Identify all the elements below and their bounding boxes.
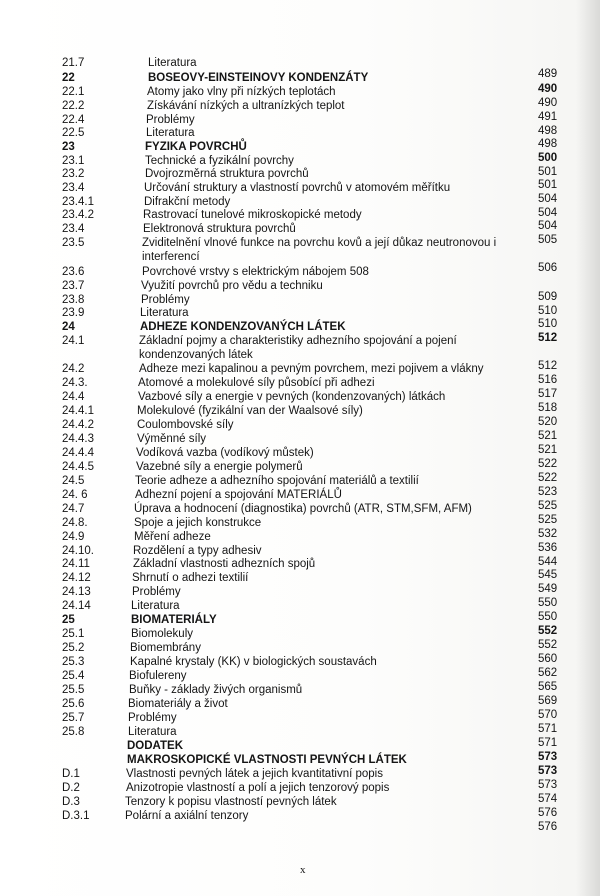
toc-entry-title: Zviditelnění vlnové funkce na povrchu kovů a její důkaz neutronovou i (142, 237, 497, 249)
toc-entry-title: Získávání nízkých a ultranízkých teplot (147, 100, 345, 112)
toc-entry-number: 23.1 (62, 155, 85, 167)
toc-entry-title: Biomembrány (130, 642, 201, 654)
toc-entry (0, 265, 600, 279)
toc-entry-title: Využití povrchů pro vědu a techniku (141, 280, 323, 292)
toc-entry-page: 509 (538, 291, 558, 303)
toc-entry-number: 21.7 (62, 57, 85, 69)
toc-entry-number: 25.1 (62, 628, 85, 640)
toc-entry-page: 521 (538, 430, 558, 442)
toc-section-title: FYZIKA POVRCHŮ (145, 141, 247, 153)
toc-entry-page: 504 (538, 220, 558, 232)
toc-entry-title: Adhezní pojení a spojování MATERIÁLŮ (135, 489, 342, 501)
toc-entry-title: Úprava a hodnocení (diagnostika) povrchů (ATR, STM,SFM, AFM) (134, 503, 472, 515)
toc-entry-number: 24.4.4 (62, 447, 94, 459)
toc-entry-number: 25.8 (62, 726, 85, 738)
toc-entry-number: 22.5 (62, 127, 85, 139)
toc-entry-title: Vodíková vazba (vodíkový můstek) (136, 447, 314, 459)
toc-entry-number: 23.7 (62, 280, 85, 292)
toc-entry-number: 24.3. (62, 377, 88, 389)
toc-entry-page: 532 (538, 528, 558, 540)
toc-entry-number: 24.1 (62, 335, 85, 347)
toc-entry-number: 23.8 (62, 294, 85, 306)
toc-entry-page: 498 (538, 138, 558, 150)
toc-entry-number: 23.4.1 (62, 196, 94, 208)
toc-entry-number: 23 (62, 141, 75, 153)
toc-entry-number: 22.2 (62, 100, 85, 112)
toc-entry-title: Základní vlastnosti adhezních spojů (133, 558, 316, 570)
toc-entry-title: Tenzory k popisu vlastností pevných látek (125, 796, 337, 808)
toc-entry-number: 24.5 (62, 475, 85, 487)
toc-entry-page: 544 (538, 556, 558, 568)
toc-entry-page: 521 (538, 444, 558, 456)
toc-entry-title: Problémy (128, 712, 177, 724)
toc-entry-number: 24.2 (62, 363, 85, 375)
toc-entry-page: 549 (538, 583, 558, 595)
toc-entry-number: 23.5 (62, 237, 85, 249)
toc-entry-title: Elektronová struktura povrchů (143, 223, 296, 235)
toc-entry-page: 512 (538, 360, 558, 372)
toc-entry-number: D.3.1 (62, 810, 90, 822)
toc-entry-title: Problémy (146, 114, 195, 126)
toc-entry-title: Literatura (131, 600, 180, 612)
toc-entry-title: Rastrovací tunelové mikroskopické metody (143, 209, 362, 221)
toc-entry-title: Technické a fyzikální povrchy (145, 155, 294, 167)
toc-entry-page: 501 (538, 166, 558, 178)
toc-entry-page: 518 (538, 402, 558, 414)
toc-entry-page: 571 (538, 723, 558, 735)
toc-entry-number: 25.2 (62, 642, 85, 654)
toc-entry-number: D.1 (62, 768, 80, 780)
toc-entry-page: 510 (538, 305, 558, 317)
toc-entry-page: 565 (538, 681, 558, 693)
toc-entry-page: 525 (538, 500, 558, 512)
toc-entry-page: 517 (538, 388, 558, 400)
toc-entry-number: 24.10. (62, 545, 94, 557)
toc-entry-title: Rozdělení a typy adhesiv (133, 545, 262, 557)
toc-entry-page: 491 (538, 111, 558, 123)
toc-entry-title: Literatura (146, 127, 195, 139)
toc-entry-number: 24.14 (62, 600, 91, 612)
toc-entry (0, 236, 600, 250)
toc-entry-number: 24.13 (62, 586, 91, 598)
toc-entry-page: 504 (538, 207, 558, 219)
toc-entry-page: 569 (538, 695, 558, 707)
toc-entry-page: 573 (538, 765, 558, 777)
toc-section-title: BIOMATERIÁLY (131, 614, 217, 626)
toc-entry-number: 24.8. (62, 517, 88, 529)
toc-entry-number: 24 (62, 321, 75, 333)
toc-entry (0, 809, 600, 833)
toc-entry-title: Anizotropie vlastností a polí a jejich tenzorový popis (126, 782, 390, 794)
toc-entry-number: 23.4 (62, 223, 85, 235)
toc-entry-number: 23.4 (62, 182, 85, 194)
toc-entry-title: Atomové a molekulové síly působící při adhezi (138, 377, 375, 389)
toc-entry-page: 562 (538, 667, 558, 679)
toc-entry-number: 24.4.5 (62, 461, 94, 473)
toc-entry-title: Problémy (141, 294, 190, 306)
toc-section-title: MAKROSKOPICKÉ VLASTNOSTI PEVNÝCH LÁTEK (127, 754, 407, 766)
toc-entry-page: 560 (538, 653, 558, 665)
toc-entry-page: 550 (538, 611, 558, 623)
toc-entry-number: 23.4.2 (62, 209, 94, 221)
toc-entry-title: Biomateriály a život (128, 698, 228, 710)
toc-entry-title: kondenzovaných látek (139, 349, 253, 361)
toc-section-title: DODATEK (127, 740, 184, 752)
toc-entry-number: 25.6 (62, 698, 85, 710)
toc-entry-title: Atomy jako vlny při nízkých teplotách (147, 86, 336, 98)
toc-entry-title: Kapalné krystaly (KK) v biologických soustavách (130, 656, 377, 668)
toc-entry-number: 24. 6 (62, 489, 88, 501)
toc-entry-page: 536 (538, 542, 558, 554)
toc-entry-title: Shrnutí o adhezi textilií (132, 572, 249, 584)
toc-entry-title: Buňky - základy živých organismů (129, 684, 303, 696)
toc-entry-number: 25.5 (62, 684, 85, 696)
toc-entry-page: 512 (538, 332, 558, 344)
toc-entry-title: Problémy (132, 586, 181, 598)
toc-entry-page: 552 (538, 625, 558, 637)
toc-entry-number: 24.9 (62, 531, 85, 543)
toc-entry-page: 522 (538, 458, 558, 470)
toc-entry-title: Určování struktury a vlastností povrchů v atomovém měřítku (144, 182, 451, 194)
toc-entry-title: Vazbové síly a energie v pevných (kondenzovaných) látkách (138, 391, 446, 403)
toc-entry-page: 525 (538, 514, 558, 526)
toc-entry-page: 570 (538, 709, 558, 721)
toc-entry-page: 505 (538, 234, 558, 246)
toc-entry-number: 22.4 (62, 114, 85, 126)
toc-entry (0, 334, 600, 348)
toc-entry-number: 23.6 (62, 266, 85, 278)
toc-entry-title: Difrakční metody (144, 196, 231, 208)
toc-entry-number: 24.4.3 (62, 433, 94, 445)
toc-entry-page: 520 (538, 416, 558, 428)
toc-entry-title: Literatura (140, 307, 189, 319)
toc-entry-title: Literatura (128, 726, 177, 738)
toc-entry-page: 501 (538, 179, 558, 191)
toc-entry-page: 510 (538, 318, 558, 330)
toc-entry-page: 506 (538, 262, 558, 274)
toc-entry-number: 25 (62, 614, 75, 626)
toc-entry-page: 573 (538, 751, 558, 763)
toc-entry-number: D.2 (62, 782, 80, 794)
page-number: x (300, 864, 306, 876)
toc-entry-page: 498 (538, 125, 558, 137)
toc-entry-number: 24.12 (62, 572, 91, 584)
toc-entry-page: 523 (538, 486, 558, 498)
toc-entry-page: 490 (538, 97, 558, 109)
toc-entry-title: Molekulové (fyzikální van der Waalsové síly) (137, 405, 363, 417)
toc-entry-number: D.3 (62, 796, 80, 808)
toc-entry-page: 489 (538, 68, 558, 80)
toc-entry-page: 545 (538, 569, 558, 581)
toc-entry-page: 571 (538, 737, 558, 749)
toc-entry-number: 24.4.1 (62, 405, 94, 417)
toc-entry-page: 574 (538, 793, 558, 805)
toc-entry-title: Adheze mezi kapalinou a pevným povrchem, mezi pojivem a vlákny (139, 363, 484, 375)
toc-entry-page: 576 (538, 821, 558, 833)
toc-entry-number: 23.2 (62, 168, 85, 180)
toc-entry-title: Biofulereny (129, 670, 187, 682)
toc-entry-number: 22 (62, 72, 75, 84)
toc-entry-number: 25.3 (62, 656, 85, 668)
toc-entry-page: 504 (538, 193, 558, 205)
toc-entry-page: 550 (538, 597, 558, 609)
toc-entry-number: 22.1 (62, 86, 85, 98)
toc-entry-title: Biomolekuly (131, 628, 193, 640)
toc-entry-number: 25.7 (62, 712, 85, 724)
toc-entry-title: Spoje a jejich konstrukce (134, 517, 262, 529)
toc-entry-title: Povrchové vrstvy s elektrickým nábojem 508 (142, 266, 369, 278)
toc-entry-number: 25.4 (62, 670, 85, 682)
toc-entry-title: Polární a axiální tenzory (125, 810, 249, 822)
toc-entry-number: 24.4.2 (62, 419, 94, 431)
toc-entry-page: 516 (538, 374, 558, 386)
toc-section-title: BOSEOVY-EINSTEINOVY KONDENZÁTY (148, 72, 369, 84)
toc-entry-number: 24.4 (62, 391, 85, 403)
toc-entry-number: 24.7 (62, 503, 85, 515)
toc-entry-title: Dvojrozměrná struktura povrchů (145, 168, 309, 180)
toc-entry-title: interferencí (142, 251, 200, 263)
toc-entry-title: Měření adheze (134, 531, 211, 543)
toc-entry-title: Vazebné síly a energie polymerů (136, 461, 303, 473)
toc-entry-title: Základní pojmy a charakteristiky adhezního spojování a pojení (139, 335, 457, 347)
toc-entry-page: 500 (538, 152, 558, 164)
toc-entry-title: Teorie adheze a adhezního spojování materiálů a textilií (135, 475, 419, 487)
toc-entry-title: Literatura (148, 57, 197, 69)
toc-entry-title: Vlastnosti pevných látek a jejich kvantitativní popis (126, 768, 383, 780)
toc-entry-page: 522 (538, 472, 558, 484)
toc-entry-title: Výměnné síly (137, 433, 207, 445)
toc-entry-page: 573 (538, 779, 558, 791)
toc-entry-page: 576 (538, 807, 558, 819)
toc-entry-number: 24.11 (62, 558, 90, 570)
toc-entry-title: Coulombovské síly (137, 419, 234, 431)
toc-entry-page: 490 (538, 83, 558, 95)
toc-section-title: ADHEZE KONDENZOVANÝCH LÁTEK (140, 321, 346, 333)
toc-entry-page: 552 (538, 639, 558, 651)
toc-entry-number: 23.9 (62, 307, 85, 319)
